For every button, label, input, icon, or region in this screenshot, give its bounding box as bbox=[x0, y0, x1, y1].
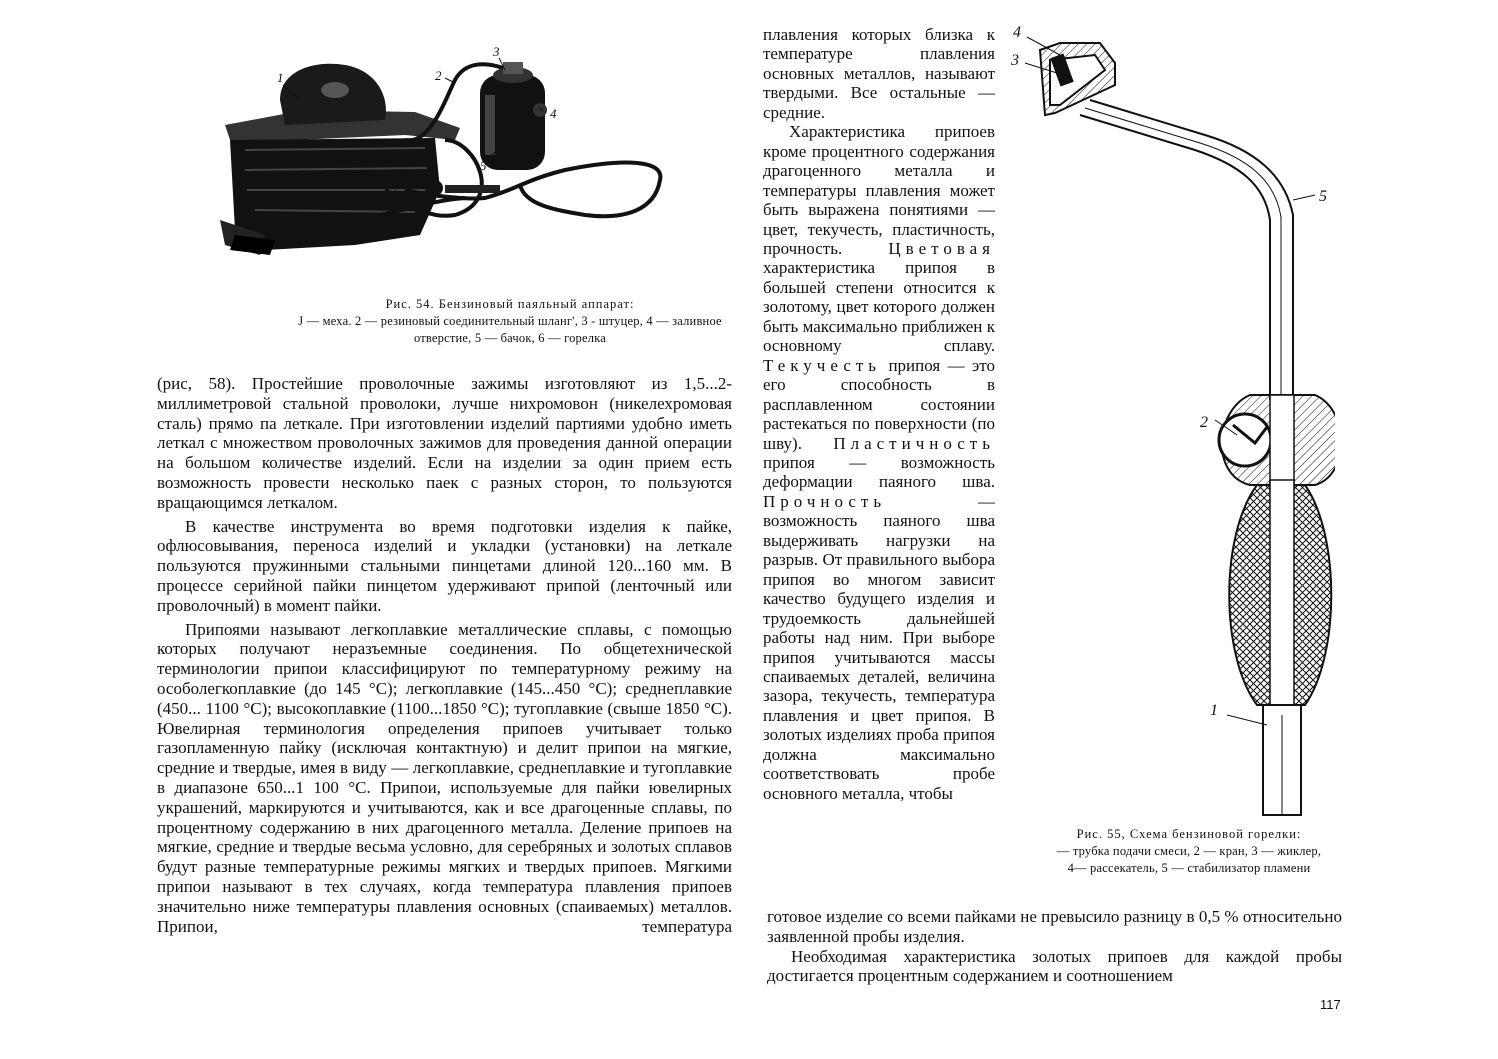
figure-55-burner-scheme bbox=[1005, 15, 1335, 825]
caption-line: 4— рассекатель, 5 — стабилизатор пламени bbox=[1067, 861, 1311, 875]
term-plasticity: Пластичность bbox=[833, 433, 995, 453]
text-span: припоя — это его способность в расплавленном состоянии растекаться по поверхности (по шву). bbox=[763, 355, 995, 453]
valve-drawing bbox=[1219, 395, 1335, 490]
figure-55-caption bbox=[1030, 826, 1348, 877]
handle-drawing bbox=[1229, 480, 1331, 815]
middle-text-column bbox=[763, 25, 995, 803]
bottom-right-text bbox=[767, 907, 1342, 986]
caption-line: — трубка подачи смеси, 2 — кран, 3 — жиклер, bbox=[1056, 844, 1322, 858]
term-fluidity: Текучесть bbox=[763, 355, 882, 375]
fig55-label-4: 4 bbox=[1013, 24, 1021, 41]
fig54-label-5: 5 bbox=[480, 158, 487, 173]
fuel-tank-drawing bbox=[480, 62, 547, 170]
text-span: Характеристика припоев кроме процентного содержания драгоценного металла и температуры плавления может быть выражена понятиями — цвет, текучесть, пластичность, прочность. bbox=[763, 122, 995, 258]
caption-line: J — меха. 2 — резиновый соединительный шланг', 3 - штуцер, 4 — заливное bbox=[298, 314, 722, 328]
text-span: припоя — возможность деформации паяного шва. bbox=[763, 452, 995, 492]
fig54-label-2: 2 bbox=[435, 68, 442, 83]
paragraph: (рис, 58). Простейшие проволочные зажимы изготовляют из 1,5...2-миллиметровой стальной проволоки, лучше нихромовон (никелехромовая сталь) прямо па леткале. При изготовлении изделий партиями удобно иметь леткал с множеством проволочных зажимов для проведения данной операции на большом количестве изделий. Если на изделии за один прием есть возможность провести несколько паек с разных сторон, то пользуются вращающимся леткалом. bbox=[157, 374, 732, 512]
fig54-label-3: 3 bbox=[493, 44, 500, 59]
caption-title: Рис. 54. Бензиновый паяльный аппарат: bbox=[385, 297, 635, 311]
left-text-column bbox=[157, 374, 732, 936]
fig55-label-1: 1 bbox=[1210, 702, 1218, 719]
mixture-tube-drawing bbox=[1080, 100, 1293, 400]
paragraph: готовое изделие со всеми пайками не превысило разницу в 0,5 % относительно заявленной пробы изделия. bbox=[767, 907, 1342, 946]
text-span: — возможность паяного шва выдерживать нагрузки на разрыв. От правильного выбора припоя во многом зависит качество будущего изделия и трудоемкость дальнейшей работы над ним. При выборе припоя учитываются массы спаиваемых деталей, величина зазора, текучесть, температура плавления и цвет припоя. В золотых изделиях проба припоя должна максимально соответствовать пробе основного металла, чтобы bbox=[763, 491, 995, 803]
figure-54-caption bbox=[290, 296, 730, 347]
text-span: характеристика припоя в большей степени относится к золотому, цвет которого должен быть максимально приближен к основному сплаву. bbox=[763, 258, 995, 356]
paragraph: Припоями называют легкоплавкие металлические сплавы, с помощью которых получают неразъемные соединения. По общетехнической терминологии припои классифицируют по температурному режиму на особолегкоплавкие (до 145 °С); легкоплавкие (145...450 °С); среднеплавкие (450... 1100 °С); высокоплавкие (1100...1850 °С); тугоплавкие (свыше 1850 °С). Ювелирная терминология определения припоев учитывает только газопламенную пайку (исключая контактную) и делит припои на мягкие, средние и твердые, имея в виду — легкоплавкие, среднеплавкие и тугоплавкие в диапазоне 650...1 100 °С. Припои, используемые для пайки ювелирных украшений, маркируются и учитываются, как и все драгоценные сплавы, по процентному содержанию в них драгоценного металла. Деление припоев на мягкие, средние и твердые весьма условно, для серебряных и золотых сплавов будут разные температурные режимы мягких и твердых припоев. Мягкими припои называют в тех случаях, когда температура плавления припоев значительно ниже температуры плавления основных (спаиваемых) металлов. Припои, температура bbox=[157, 619, 732, 936]
fig55-label-5: 5 bbox=[1319, 188, 1327, 205]
paragraph: В качестве инструмента во время подготовки изделия к пайке, офлюсовывания, переноса изделий и укладки (установки) на леткале пользуются пружинными стальными пинцетами длиной 120...160 мм. В процессе серийной пайки пинцетом удерживают припой (ленточный или проволочный) в момент пайки. bbox=[157, 516, 732, 615]
paragraph: плавления которых близка к температуре плавления основных металлов, называют твердыми. Все остальные — средние. bbox=[763, 25, 995, 122]
caption-title: Рис. 55, Схема бензиновой горелки: bbox=[1076, 827, 1302, 841]
figure-54-soldering-apparatus bbox=[205, 40, 685, 290]
fig54-label-4: 4 bbox=[550, 106, 557, 121]
term-strength: Прочность bbox=[763, 491, 887, 511]
fig54-label-6: 6 bbox=[395, 194, 402, 209]
fig55-label-3: 3 bbox=[1011, 52, 1019, 69]
paragraph: Необходимая характеристика золотых припоев для каждой пробы достигается процентным содержанием и соотношением bbox=[767, 946, 1342, 986]
fig54-label-1: 1 bbox=[277, 70, 284, 85]
caption-line: отверстие, 5 — бачок, 6 — горелка bbox=[413, 331, 607, 345]
page-number: 117 bbox=[1320, 997, 1341, 1012]
bellows-drawing bbox=[220, 64, 460, 255]
paragraph bbox=[763, 122, 995, 803]
term-color: Цветовая bbox=[888, 238, 995, 258]
fig55-label-2: 2 bbox=[1200, 414, 1208, 431]
